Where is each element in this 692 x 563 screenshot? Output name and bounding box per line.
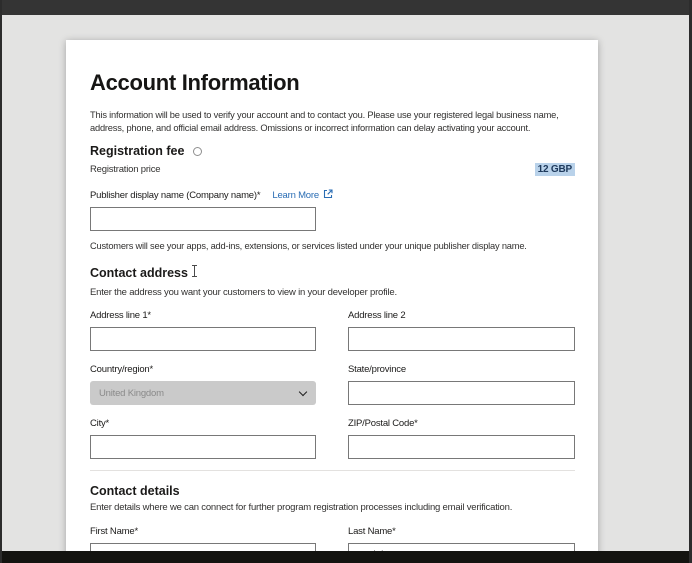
city-field: [90, 418, 316, 459]
contact-address-heading-label: Contact address: [90, 266, 188, 280]
learn-more-label: Learn More: [272, 190, 319, 201]
account-information-card: [66, 40, 598, 563]
address-line1-label: Address line 1*: [90, 310, 151, 321]
page-title: Account Information: [90, 70, 300, 95]
window-bottom-bar: [0, 551, 692, 563]
address-row-1: [90, 310, 575, 351]
zip-postal-code-label: ZIP/Postal Code*: [348, 418, 418, 429]
registration-fee-heading-label: Registration fee: [90, 144, 185, 158]
country-region-select[interactable]: [90, 381, 316, 405]
contact-details-description: Enter details where we can connect for further program registration processes including email verification.: [90, 502, 513, 513]
publisher-help-text: Customers will see your apps, add-ins, extensions, or services listed under your unique publisher display name.: [90, 241, 527, 251]
last-name-label: Last Name*: [348, 526, 396, 537]
window-top-bar: [0, 0, 692, 15]
window-left-edge: [0, 0, 2, 563]
address-line2-input[interactable]: [348, 327, 575, 351]
zip-postal-code-field: [348, 418, 575, 459]
address-line1-field: [90, 310, 316, 351]
address-row-2: [90, 364, 575, 405]
state-province-field: [348, 364, 575, 405]
address-line1-input[interactable]: [90, 327, 316, 351]
page-intro-text: This information will be used to verify your account and to contact you. Please use your registered legal business name, address, phone, and official email address. Omissions or incorrect information can delay activating your account.: [90, 110, 559, 133]
contact-details-heading: [90, 484, 575, 498]
address-line2-label: Address line 2: [348, 310, 406, 321]
chevron-down-icon: [299, 387, 307, 395]
first-name-label: First Name*: [90, 526, 138, 537]
state-province-input[interactable]: [348, 381, 575, 405]
state-province-label: State/province: [348, 364, 406, 375]
address-line2-field: [348, 310, 575, 351]
publisher-label-row: [90, 189, 575, 202]
registration-price-label: Registration price: [90, 164, 161, 175]
city-label: City*: [90, 418, 110, 429]
text-cursor-icon: [191, 265, 198, 277]
registration-price-value: 12 GBP: [535, 163, 575, 176]
registration-price-row: [90, 163, 575, 176]
zip-postal-code-input[interactable]: [348, 435, 575, 459]
section-divider: [90, 470, 575, 471]
publisher-display-name-label: Publisher display name (Company name)*: [90, 190, 261, 201]
external-link-icon: [323, 189, 333, 202]
country-region-label: Country/region*: [90, 364, 154, 375]
registration-fee-heading: [90, 144, 575, 158]
contact-address-description: Enter the address you want your customers to view in your developer profile.: [90, 287, 397, 298]
country-region-value: United Kingdom: [99, 387, 164, 399]
contact-address-heading: [90, 266, 575, 280]
learn-more-link[interactable]: [272, 189, 333, 202]
country-region-field: [90, 364, 316, 405]
city-input[interactable]: [90, 435, 316, 459]
publisher-display-name-input[interactable]: [90, 207, 316, 231]
address-row-3: [90, 418, 575, 459]
info-circle-icon[interactable]: [193, 147, 202, 156]
contact-details-heading-label: Contact details: [90, 484, 180, 498]
